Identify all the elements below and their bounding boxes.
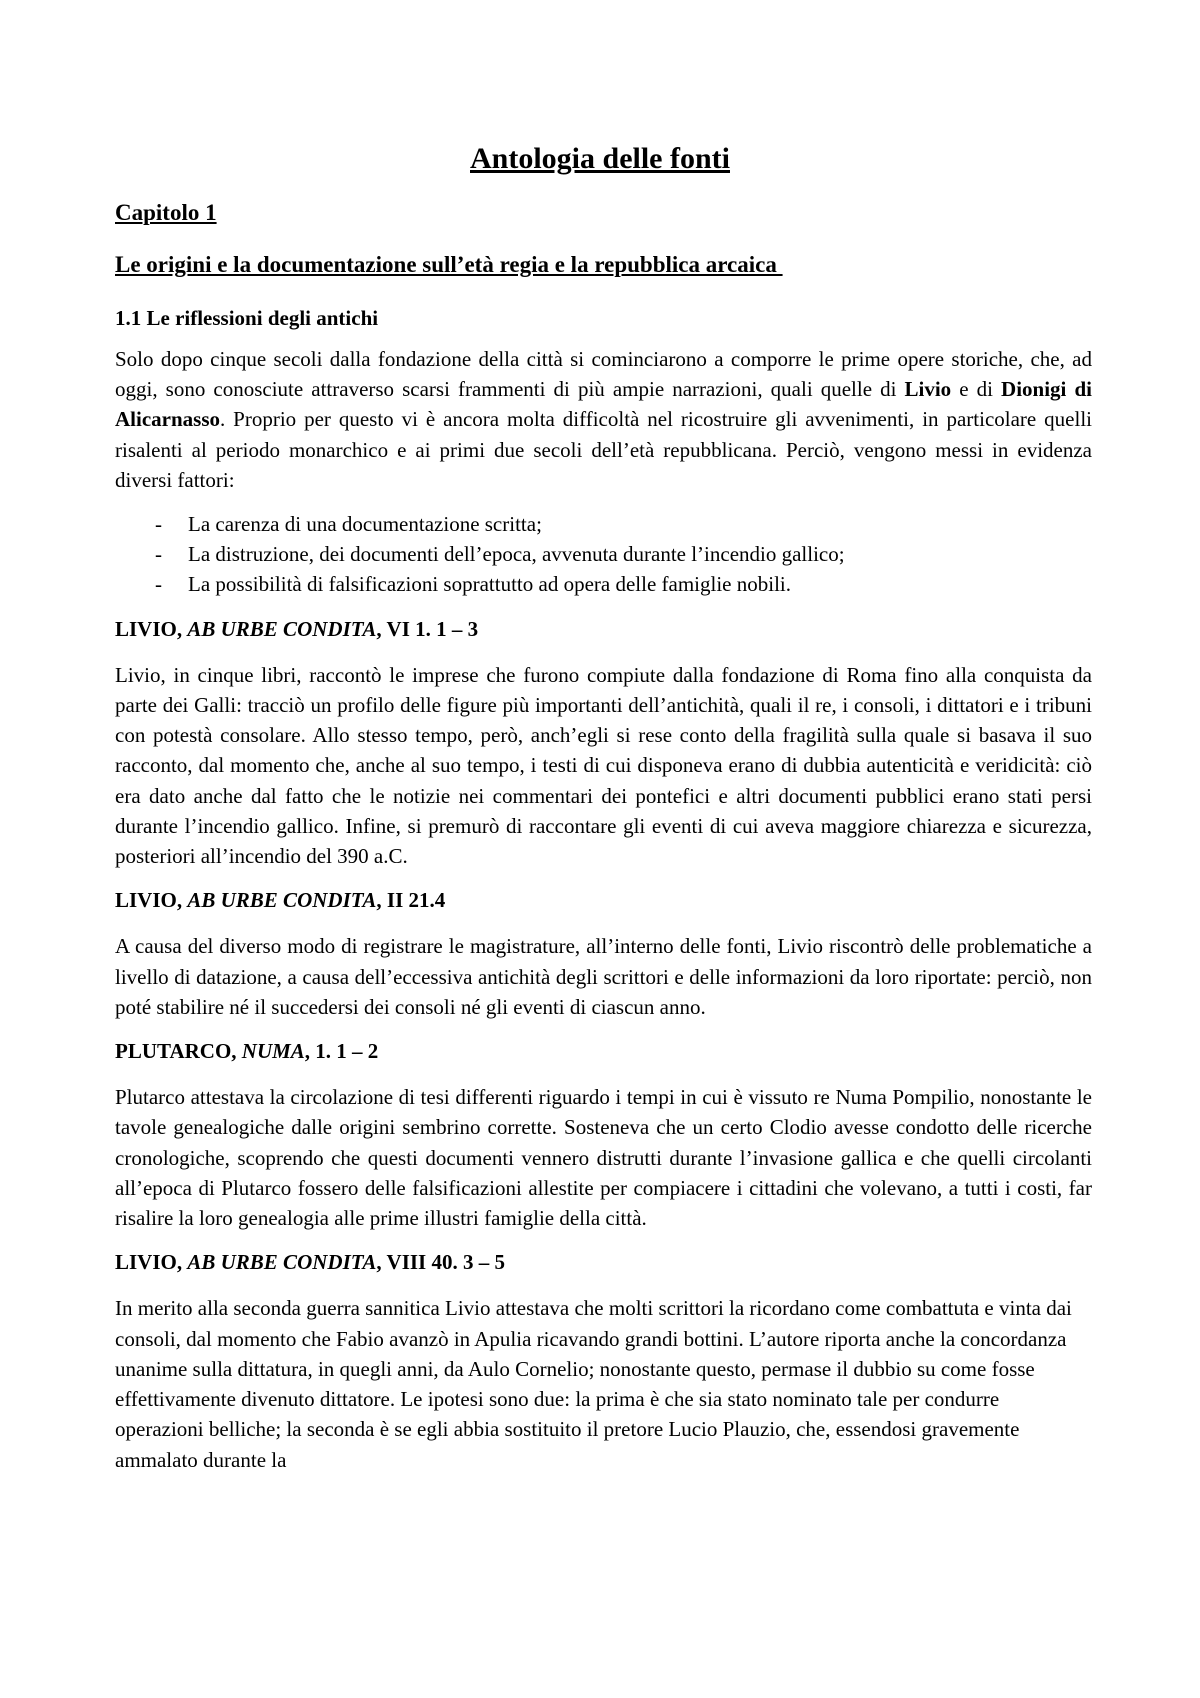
list-dash: -	[155, 542, 162, 567]
list-item-text: La carenza di una documentazione scritta;	[188, 512, 542, 537]
intro-text-3: . Proprio per questo vi è ancora molta difficoltà nel ricostruire gli avvenimenti, in particolare quelli risalenti al periodo monarchico e ai primi due secoli dell’età repubblicana. Perciò, vengono messi in evidenza diversi fattori:	[115, 407, 1092, 492]
source-author: LIVIO,	[115, 1250, 188, 1275]
intro-text-1: Solo dopo cinque secoli dalla fondazione della città si cominciarono a comporre le prime opere storiche, che, ad oggi, sono conosciute attraverso scarsi frammenti di più ampie narrazioni, quali quelle di	[115, 347, 1092, 402]
list-dash: -	[155, 512, 162, 537]
source-author: LIVIO,	[115, 888, 188, 913]
source-paragraph: Livio, in cinque libri, raccontò le imprese che furono compiute dalla fondazione di Roma fino alla conquista da parte dei Galli: tracciò un profilo delle figure più importanti dell’antichità, quali il re, i consoli, i dittatori e i tribuni con potestà consolare. Allo stesso tempo, però, anch’egli si rese conto della fragilità sulla quale si basava il suo racconto, dal momento che, anche al suo tempo, i testi di cui disponeva erano di dubbia autenticità e veridicità: ciò era dato anche dal fatto che le notizie nei commentari dei pontefici e altri documenti pubblici erano stati persi durante l’incendio gallico. Infine, si premurò di raccontare gli eventi di cui aveva maggiore chiarezza e sicurezza, posteriori all’incendio del 390 a.C.	[115, 662, 1092, 869]
chapter-label: Capitolo 1	[115, 200, 217, 225]
factors-list	[115, 509, 1092, 600]
list-item	[115, 539, 1092, 569]
document-body	[115, 344, 1092, 1475]
intro-text-2: e di	[951, 377, 1002, 402]
source-heading	[115, 1036, 1092, 1066]
intro-name-dionigi: Dionigi di Alicarnasso	[115, 377, 1092, 432]
source-ref: , VI 1. 1 – 3	[376, 616, 479, 641]
source-ref: , VIII 40. 3 – 5	[376, 1250, 505, 1275]
source-heading	[115, 1247, 1092, 1277]
list-item	[115, 569, 1092, 599]
source-work: AB URBE CONDITA	[187, 616, 377, 641]
source-ref: , 1. 1 – 2	[304, 1039, 379, 1064]
document-title: Antologia delle fonti	[470, 142, 730, 175]
source-work: NUMA	[241, 1039, 305, 1064]
source-work: AB URBE CONDITA	[187, 888, 377, 913]
list-item	[115, 509, 1092, 539]
source-ref: , II 21.4	[376, 888, 446, 913]
section-heading: 1.1 Le riflessioni degli antichi	[115, 306, 379, 330]
intro-paragraph	[115, 344, 1092, 495]
source-paragraph: In merito alla seconda guerra sannitica Livio attestava che molti scrittori la ricordano come combattuta e vinta dai consoli, dal momento che Fabio avanzò in Apulia ricavando grandi bottini. L’autore riporta anche la concordanza unanime sulla dittatura, in quegli anni, da Aulo Cornelio; nonostante questo, permase il dubbio su come fosse effettivamente divenuto dittatore. Le ipotesi sono due: la prima è che sia stato nominato tale per condurre operazioni belliche; la seconda è se egli abbia sostituito il pretore Lucio Plauzio, che, essendosi gravemente ammalato durante la	[115, 1296, 1072, 1472]
source-heading	[115, 885, 1092, 915]
source-work: AB URBE CONDITA	[187, 1250, 377, 1275]
source-author: LIVIO,	[115, 616, 188, 641]
source-author: PLUTARCO,	[115, 1039, 242, 1064]
list-item-text: La possibilità di falsificazioni soprattutto ad opera delle famiglie nobili.	[188, 572, 792, 597]
source-heading	[115, 614, 1092, 644]
list-dash: -	[155, 572, 162, 597]
intro-name-livio: Livio	[904, 377, 952, 402]
chapter-title: Le origini e la documentazione sull’età regia e la repubblica arcaica	[115, 252, 783, 277]
source-paragraph: A causa del diverso modo di registrare le magistrature, all’interno delle fonti, Livio riscontrò delle problematiche a livello di datazione, a causa dell’eccessiva antichità degli scrittori e delle informazioni da loro riportate: perciò, non poté stabilire né il succedersi dei consoli né gli eventi di ciascun anno.	[115, 934, 1092, 1019]
source-paragraph: Plutarco attestava la circolazione di tesi differenti riguardo i tempi in cui è vissuto re Numa Pompilio, nonostante le tavole genealogiche dalle origini sembrino corrette. Sosteneva che un certo Clodio avesse condotto delle ricerche cronologiche, scoprendo che questi documenti vennero distrutti durante l’invasione gallica e che quelli circolanti all’epoca di Plutarco fossero delle falsificazioni allestite per compiacere i cittadini che volevano, a tutti i costi, far risalire la loro genealogia alle prime illustri famiglie della città.	[115, 1085, 1092, 1231]
list-item-text: La distruzione, dei documenti dell’epoca, avvenuta durante l’incendio gallico;	[188, 542, 845, 567]
